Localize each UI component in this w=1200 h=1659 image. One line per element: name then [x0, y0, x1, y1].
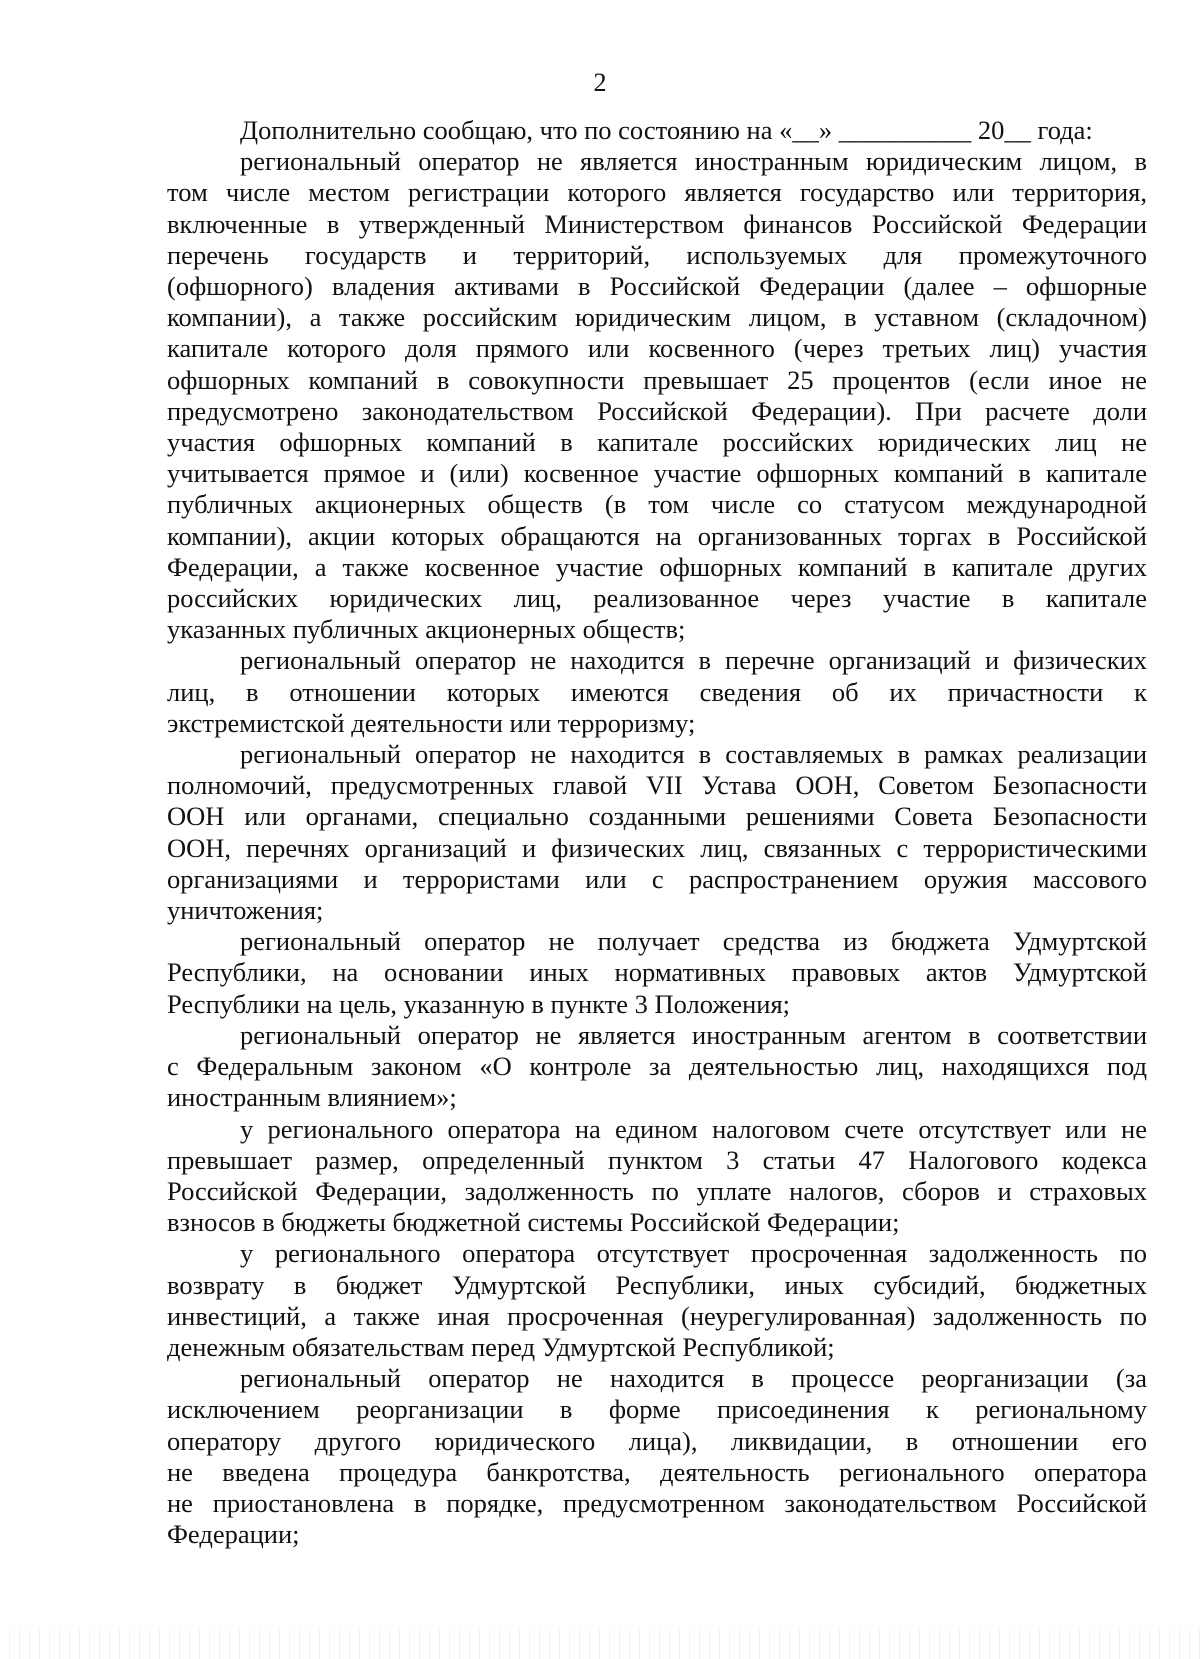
paragraph [167, 645, 1147, 739]
paragraph [167, 1238, 1147, 1363]
text-line: не введена процедура банкротства, деятельность регионального оператора [167, 1456, 1147, 1487]
text-line: возврату в бюджет Удмуртской Республики, иных субсидий, бюджетных [167, 1269, 1147, 1300]
text-line: (офшорного) владения активами в Российской Федерации (далее – офшорные [167, 271, 1147, 302]
text-line: не приостановлена в порядке, предусмотренном законодательством Российской [167, 1487, 1147, 1518]
text-line: денежным обязательствам перед Удмуртской Республикой; [167, 1331, 835, 1362]
text-line: превышает размер, определенный пунктом 3 статьи 47 Налогового кодекса [167, 1144, 1147, 1175]
text-line: взносов в бюджеты бюджетной системы Российской Федерации; [167, 1207, 900, 1238]
text-line: Федерации; [167, 1519, 300, 1550]
text-line: указанных публичных акционерных обществ; [167, 614, 686, 645]
text-line: инвестиций, а также иная просроченная (неурегулированная) задолженность по [167, 1300, 1147, 1331]
text-line: Республики на цель, указанную в пункте 3 Положения; [167, 988, 790, 1019]
text-line: региональный оператор не находится в составляемых в рамках реализации [240, 739, 1147, 770]
paragraph [167, 1020, 1147, 1114]
text-line: российских юридических лиц, реализованное через участие в капитале [167, 583, 1147, 614]
text-line: у регионального оператора отсутствует просроченная задолженность по [240, 1238, 1147, 1269]
text-line: уничтожения; [167, 895, 324, 926]
text-line: региональный оператор не является иностранным юридическим лицом, в [240, 146, 1147, 177]
text-line: перечень государств и территорий, используемых для промежуточного [167, 239, 1147, 270]
paragraph [167, 739, 1147, 926]
text-line: региональный оператор не находится в перечне организаций и физических [240, 645, 1147, 676]
scan-noise [0, 1629, 1200, 1659]
text-line: иностранным влиянием»; [167, 1082, 457, 1113]
text-line: Российской Федерации, задолженность по уплате налогов, сборов и страховых [167, 1175, 1147, 1206]
text-line: том числе местом регистрации которого является государство или территория, [167, 177, 1147, 208]
text-line: региональный оператор не получает средства из бюджета Удмуртской [240, 926, 1147, 957]
text-line: региональный оператор не является иностранным агентом в соответствии [240, 1019, 1147, 1050]
text-line: полномочий, предусмотренных главой VII Устава ООН, Советом Безопасности [167, 770, 1147, 801]
paragraph [167, 146, 1147, 645]
paragraph [167, 926, 1147, 1020]
text-line: Федерации, а также косвенное участие офшорных компаний в капитале других [167, 551, 1147, 582]
text-line: предусмотрено законодательством Российской Федерации). При расчете доли [167, 395, 1147, 426]
text-line: ООН или органами, специально созданными решениями Совета Безопасности [167, 801, 1147, 832]
text-line: участия офшорных компаний в капитале российских юридических лиц не [167, 427, 1147, 458]
text-line: компании), акции которых обращаются на организованных торгах в Российской [167, 520, 1147, 551]
text-line: публичных акционерных обществ (в том числе со статусом международной [167, 489, 1147, 520]
text-line: с Федеральным законом «О контроле за деятельностью лиц, находящихся под [167, 1051, 1147, 1082]
text-line: капитале которого доля прямого или косвенного (через третьих лиц) участия [167, 333, 1147, 364]
text-line: оператору другого юридического лица), ликвидации, в отношении его [167, 1425, 1147, 1456]
paragraph [167, 1114, 1147, 1239]
paragraph [167, 1363, 1147, 1550]
text-line: лиц, в отношении которых имеются сведения об их причастности к [167, 676, 1147, 707]
text-line: Дополнительно сообщаю, что по состоянию на «__» __________ 20__ года: [240, 115, 1093, 145]
text-line: организациями и террористами или с распространением оружия массового [167, 863, 1147, 894]
text-line: Республики, на основании иных нормативных правовых актов Удмуртской [167, 957, 1147, 988]
text-line: ООН, перечнях организаций и физических лиц, связанных с террористическими [167, 832, 1147, 863]
text-line: офшорных компаний в совокупности превышает 25 процентов (если иное не [167, 364, 1147, 395]
text-line: компании), а также российским юридическим лицом, в уставном (складочном) [167, 302, 1147, 333]
document-body [167, 115, 1147, 1550]
page-number: 2 [593, 68, 607, 97]
text-line: региональный оператор не находится в процессе реорганизации (за [240, 1363, 1147, 1394]
paragraph [167, 115, 1147, 146]
text-line: включенные в утвержденный Министерством финансов Российской Федерации [167, 208, 1147, 239]
text-line: учитывается прямое и (или) косвенное участие офшорных компаний в капитале [167, 458, 1147, 489]
text-line: исключением реорганизации в форме присоединения к региональному [167, 1394, 1147, 1425]
text-line: экстремистской деятельности или терроризму; [167, 707, 696, 738]
text-line: у регионального оператора на едином налоговом счете отсутствует или не [240, 1113, 1147, 1144]
